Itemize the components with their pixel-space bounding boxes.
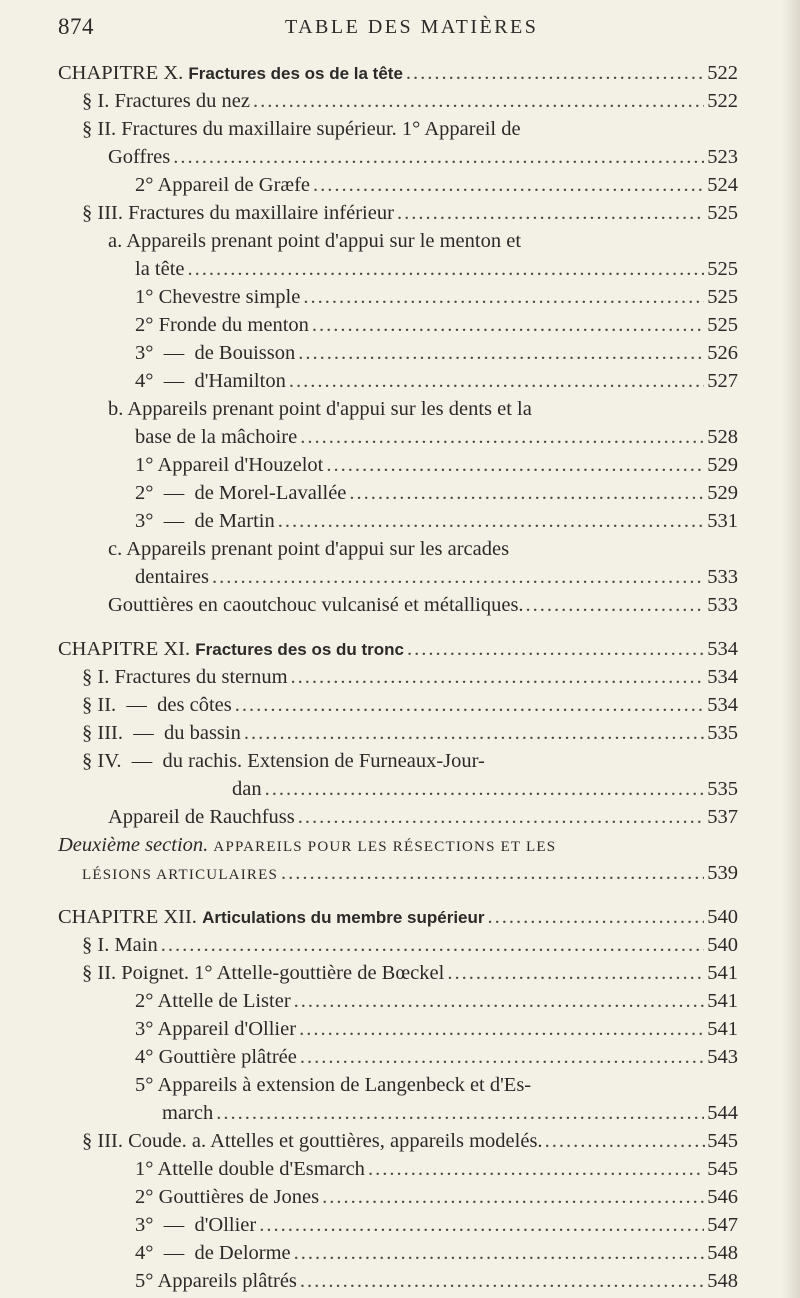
chapter-label: CHAPITRE X. [58, 62, 184, 84]
toc-entry: c. Appareils prenant point d'appui sur les arcades [108, 538, 510, 560]
chapter-heading [58, 62, 738, 90]
toc-entry: dentaires ..... 533 [135, 566, 738, 594]
toc-entry: 3° — de Martin ..... 531 [135, 510, 738, 538]
page-ref: 522 [707, 62, 738, 84]
page-ref: 540 [707, 906, 738, 928]
toc-entry: a. Appareils prenant point d'appui sur le menton et [108, 230, 522, 252]
toc-entry: base de la mâchoire ..... 528 [135, 426, 738, 454]
page-ref: 534 [707, 638, 738, 660]
running-title: TABLE DES MATIÈRES [285, 16, 539, 38]
toc-entry: § III. Fractures du maxillaire inférieur ..... 525 [82, 202, 738, 230]
dot-leader [488, 906, 705, 929]
toc-entry: 2° — de Morel-Lavallée ..... 529 [135, 482, 738, 510]
chapter-title: Fractures des os du tronc [195, 640, 405, 659]
toc-entry: Gouttières en caoutchouc vulcanisé et métalliques. ..... 533 [108, 594, 738, 622]
chapter-label: CHAPITRE XII. [58, 906, 197, 928]
chapter-title: Fractures des os de la tête [188, 64, 403, 83]
toc-entry: 5° Appareils à extension de Langenbeck et d'Es- [135, 1074, 532, 1096]
toc-entry: § I. Main ..... 540 [82, 934, 738, 962]
chapter-heading [58, 638, 738, 666]
toc-entry: la tête ..... 525 [135, 258, 738, 286]
toc-entry: 2° Gouttières de Jones ..... 546 [135, 1186, 738, 1214]
toc-entry: 3° — d'Ollier ..... 547 [135, 1214, 738, 1242]
toc-entry: 1° Appareil d'Houzelot ..... 529 [135, 454, 738, 482]
section-title: APPAREILS POUR LES RÉSECTIONS ET LES [213, 839, 557, 855]
chapter-heading [58, 906, 738, 934]
toc-entry: 1° Attelle double d'Esmarch ..... 545 [135, 1158, 738, 1186]
section-label: Deuxième section. [58, 834, 209, 856]
toc-entry: b. Appareils prenant point d'appui sur les dents et la [108, 398, 532, 420]
dot-leader [407, 638, 704, 661]
chapter-title: Articulations du membre supérieur [202, 908, 485, 927]
toc-entry: 2° Fronde du menton ..... 525 [135, 314, 738, 342]
toc-entry: § I. Fractures du nez ..... 522 [82, 90, 738, 118]
toc-entry: 1° Chevestre simple ..... 525 [135, 286, 738, 314]
dot-leader [406, 62, 704, 85]
toc-entry: § IV. — du rachis. Extension de Furneaux-Jour- [82, 750, 485, 772]
page-edge-shadow [782, 0, 800, 1298]
toc-entry: dan ..... 535 [232, 778, 738, 806]
page-header [0, 14, 800, 48]
toc-entry: § III. — du bassin ..... 535 [82, 722, 738, 750]
toc-entry: 3° — de Bouisson ..... 526 [135, 342, 738, 370]
toc-entry: 4° Gouttière plâtrée ..... 543 [135, 1046, 738, 1074]
page-number: 874 [58, 14, 94, 39]
toc-entry: 2° Attelle de Lister ..... 541 [135, 990, 738, 1018]
toc-entry: § I. Fractures du sternum ..... 534 [82, 666, 738, 694]
toc-entry: 4° — d'Hamilton ..... 527 [135, 370, 738, 398]
section-heading [58, 834, 556, 862]
chapter-label: CHAPITRE XI. [58, 638, 191, 660]
toc-entry: Appareil de Rauchfuss ..... 537 [108, 806, 738, 834]
section-heading-cont: LÉSIONS ARTICULAIRES ..... 539 [82, 862, 738, 890]
toc-entry: § II. Fractures du maxillaire supérieur. 1° Appareil de [82, 118, 521, 140]
toc-entry: § II. Poignet. 1° Attelle-gouttière de Bœckel ..... 541 [82, 962, 738, 990]
toc-entry: 5° Appareils plâtrés ..... 548 [135, 1270, 738, 1298]
toc-entry: march ..... 544 [162, 1102, 738, 1130]
toc-entry: 4° — de Delorme ..... 548 [135, 1242, 738, 1270]
toc-entry: § II. — des côtes ..... 534 [82, 694, 738, 722]
toc-entry: 3° Appareil d'Ollier ..... 541 [135, 1018, 738, 1046]
toc-entry: Goffres ..... 523 [108, 146, 738, 174]
toc-entry: 2° Appareil de Græfe ..... 524 [135, 174, 738, 202]
toc-entry: § III. Coude. a. Attelles et gouttières, appareils modelés. ..... 545 [82, 1130, 738, 1158]
